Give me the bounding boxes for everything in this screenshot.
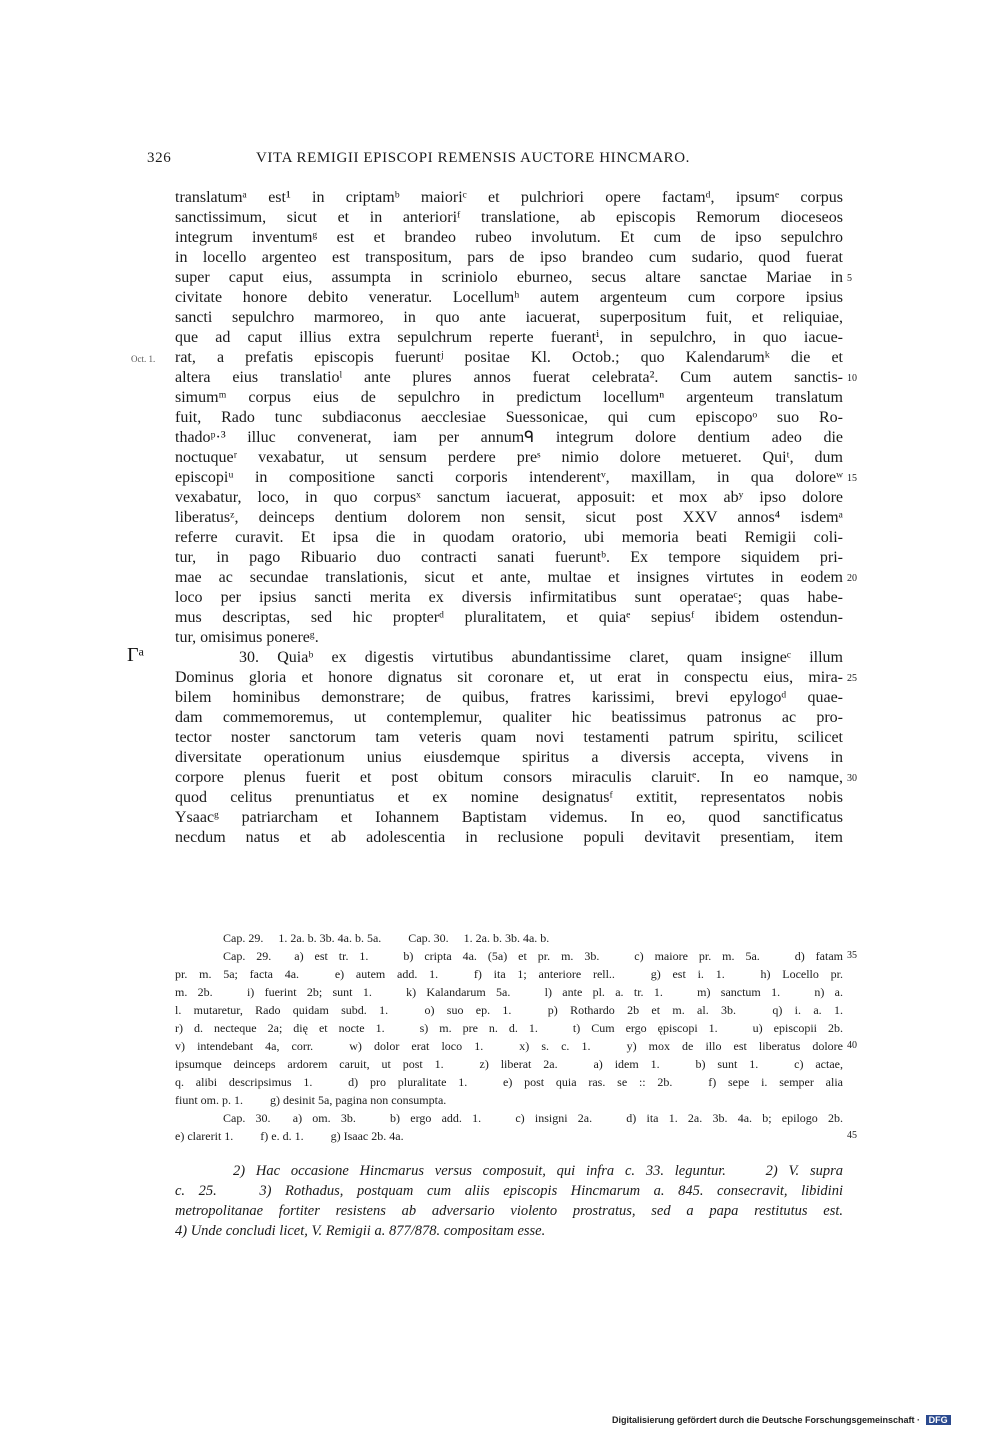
line-text: noctuqueʳ vexabatur, ut sensum perdere preˢ nimio dolore metueret. Quiᵗ, dum xyxy=(175,449,843,466)
footnote-line xyxy=(175,1161,843,1181)
line-text: integrum inventumᵍ est et brandeo rubeo involutum. Et cum de ipso sepulchro xyxy=(175,229,843,246)
line-text: Dominus gloria et honore dignatus sit coronare et, ut erat in conspectu eius, mira- xyxy=(175,669,843,686)
line-text: translatumᵃ est¹ in criptamᵇ maioriᶜ et pulchriori opere factamᵈ, ipsumᵉ corpus xyxy=(175,189,843,206)
text-line xyxy=(175,748,843,768)
text-line xyxy=(175,208,843,228)
apparatus-line xyxy=(175,1019,843,1037)
line-text: sancti sepulchro marmoreo, in quo ante iacuerat, superpositum fuit, et reliquiae, xyxy=(175,309,843,326)
apparatus-line xyxy=(175,929,843,947)
text-line xyxy=(131,348,843,368)
line-text: dam commemoremus, ut contemplemur, qualiter hic beatissimus patronus ac pro- xyxy=(175,709,843,726)
line-text: fiunt om. p. 1. g) desinit 5a, pagina non consumpta. xyxy=(175,1093,447,1107)
text-line xyxy=(175,408,843,428)
line-text: thadoᵖ·³ illuc convenerat, iam per annumᑫ integrum dolore dentium adeo die xyxy=(175,429,843,446)
line-text: metropolitanae fortiter resistens ab adversario violento prostratus, sed a papa restitutus est. xyxy=(175,1203,843,1219)
line-text: necdum natus et ab adolescentia in reclusione populi devitavit presentiam, item xyxy=(175,829,843,846)
text-line xyxy=(175,608,843,628)
text-line xyxy=(175,188,843,208)
critical-apparatus xyxy=(175,929,857,1145)
line-number: 20 xyxy=(847,573,857,584)
text-line xyxy=(175,308,843,328)
apparatus-line xyxy=(175,1091,843,1109)
running-header xyxy=(0,150,1000,174)
line-number: 45 xyxy=(847,1130,857,1141)
text-line xyxy=(175,528,843,548)
line-text: super caput eius, assumpta in scriniolo eburneo, secus altare sanctae Mariae in xyxy=(175,269,843,286)
line-text: mus descriptas, sed hic propterᵈ pluralitatem, et quiaᵉ sepiusᶠ ibidem ostendun- xyxy=(175,609,843,626)
line-number: 30 xyxy=(847,773,857,784)
footnotes xyxy=(175,1161,843,1241)
text-line xyxy=(127,644,843,668)
line-text: loco per ipsius sancti merita ex diversis infirmitatibus sunt operataeᶜ; quas habe- xyxy=(175,589,843,606)
text-line xyxy=(175,548,843,568)
text-line xyxy=(175,768,857,788)
line-text: referre curavit. Et ipsa die in quodam oratorio, ubi memoria beati Remigii coli- xyxy=(175,529,843,546)
line-text: q. alibi descripsimus 1. d) pro pluralitate 1. e) post quia ras. se :: 2b. f) sepe i. semper alia xyxy=(175,1075,843,1089)
line-text: c. 25. 3) Rothadus, postquam cum aliis episcopis Hincmarum a. 845. consecravit, libidini xyxy=(175,1183,843,1199)
line-text: quod celitus prenuntiatus et ex nomine designatusᶠ extitit, representatos nobis xyxy=(175,789,843,806)
line-number: 35 xyxy=(847,950,857,961)
line-text: e) clarerit 1. f) e. d. 1. g) Isaac 2b. 4a. xyxy=(175,1129,404,1143)
apparatus-line xyxy=(175,983,843,1001)
apparatus-line xyxy=(175,1109,843,1127)
text-line xyxy=(175,688,843,708)
footer-text: Digitalisierung gefördert durch die Deutsche Forschungsgemeinschaft · xyxy=(612,1415,921,1425)
line-text: tector noster sanctorum tam veteris quam novi testamenti patrum spiritu, scilicet xyxy=(175,729,843,746)
line-text: 4) Unde concludi licet, V. Remigii a. 877/878. compositam esse. xyxy=(175,1223,546,1239)
apparatus-line xyxy=(175,1127,857,1145)
text-line xyxy=(175,448,843,468)
line-text: vexabatur, loco, in quo corpusˣ sanctum iacuerat, apposuit: et mox abʸ ipso dolore xyxy=(175,489,843,506)
footnote-line xyxy=(175,1201,843,1221)
running-title: VITA REMIGII EPISCOPI REMENSIS AUCTORE HINCMARO. xyxy=(256,150,691,166)
text-line xyxy=(175,728,843,748)
line-text: episcopiᵘ in compositione sancti corporis intenderentᵛ, maxillam, in qua doloreʷ xyxy=(175,469,843,486)
text-line xyxy=(175,488,843,508)
dfg-logo: DFG xyxy=(926,1415,951,1425)
text-line xyxy=(175,428,843,448)
line-text: Ysaacᵍ patriarcham et Iohannem Baptistam videmus. In eo, quod sanctificatus xyxy=(175,809,843,826)
line-text: fuit, Rado tunc subdiaconus aecclesiae Suessonicae, qui cum episcopoᵒ suo Ro- xyxy=(175,409,843,426)
margin-note: Γᵃ xyxy=(127,644,145,666)
margin-note: Oct. 1. xyxy=(131,354,156,364)
text-line xyxy=(175,268,852,288)
line-text: civitate honore debito veneratur. Locellumʰ autem argenteum cum corpore ipsius xyxy=(175,289,843,306)
main-text xyxy=(127,188,857,848)
text-line xyxy=(175,808,843,828)
line-number: 15 xyxy=(847,473,857,484)
line-number: 25 xyxy=(847,673,857,684)
line-text: altera eius translatioˡ ante plures annos fuerat celebrata². Cum autem sanctis- xyxy=(175,369,843,386)
text-line xyxy=(175,468,857,488)
line-text: l. mutaretur, Rado quidam subd. 1. o) suo ep. 1. p) Rothardo 2b et m. al. 3b. q) i. a. 1. xyxy=(175,1003,843,1017)
text-line xyxy=(175,668,857,688)
line-number: 10 xyxy=(847,373,857,384)
line-text: simumᵐ corpus eius de sepulchro in predictum locellumⁿ argenteum translatum xyxy=(175,389,843,406)
line-text: ipsumque deinceps ardorem caruit, ut post 1. z) liberat 2a. a) idem 1. b) sunt 1. c) actae, xyxy=(175,1057,843,1071)
text-line xyxy=(175,828,843,848)
line-text: corpore plenus fuerit et post obitum consors miraculis claruitᵉ. In eo namque, xyxy=(175,769,843,786)
funding-footer xyxy=(612,1415,951,1425)
text-line xyxy=(175,588,843,608)
line-text: 30. Quiaᵇ ex digestis virtutibus abundantissime claret, quam insigneᶜ illum xyxy=(175,649,843,666)
apparatus-line xyxy=(175,1037,857,1055)
text-line xyxy=(175,288,843,308)
line-text: rat, a prefatis episcopis fueruntʲ positae Kl. Octob.; quo Kalendarumᵏ die et xyxy=(175,349,843,366)
line-text: 2) Hac occasione Hincmarus versus composuit, qui infra c. 33. leguntur. 2) V. supra xyxy=(175,1163,843,1179)
line-text: liberatusᶻ, deinceps dentium dolorem non sensit, sicut post XXV annos⁴ isdemᵃ xyxy=(175,509,843,526)
line-text: pr. m. 5a; facta 4a. e) autem add. 1. f) ita 1; anteriore rell.. g) est i. 1. h) Locello pr. xyxy=(175,967,843,981)
line-text: que ad caput illius extra sepulchrum reperte fuerantⁱ, in sepulchro, in quo iacue- xyxy=(175,329,843,346)
text-line xyxy=(175,248,843,268)
line-text: bilem hominibus demonstrare; de quibus, fratres karissimi, brevi epylogoᵈ quae- xyxy=(175,689,843,706)
line-text: Cap. 29. a) est tr. 1. b) cripta 4a. (5a) et pr. m. 3b. c) maiore pr. m. 5a. d) fatam xyxy=(175,949,843,963)
apparatus-line xyxy=(175,1001,843,1019)
apparatus-line xyxy=(175,1073,843,1091)
line-text: Cap. 30. a) om. 3b. b) ergo add. 1. c) insigni 2a. d) ita 1. 2a. 3b. 4a. b; epilogo 2b. xyxy=(175,1111,843,1125)
apparatus-line xyxy=(175,965,843,983)
text-line xyxy=(175,788,843,808)
line-text: tur, in pago Ribuario duo contracti sanati fueruntᵇ. Ex tempore siquidem pri- xyxy=(175,549,843,566)
text-line xyxy=(175,508,843,528)
line-text: v) intendebant 4a, corr. w) dolor erat loco 1. x) s. c. 1. y) mox de illo est liberatus dolore xyxy=(175,1039,843,1053)
apparatus-line xyxy=(175,947,857,965)
text-line xyxy=(175,568,857,588)
line-text: sanctissimum, sicut et in anterioriᶠ translatione, ab episcopis Remorum dioceseos xyxy=(175,209,843,226)
footnote-line xyxy=(175,1221,843,1241)
footnote-line xyxy=(175,1181,843,1201)
text-line xyxy=(175,228,843,248)
text-line xyxy=(175,388,843,408)
line-text: Cap. 29. 1. 2a. b. 3b. 4a. b. 5a. Cap. 30. 1. 2a. b. 3b. 4a. b. xyxy=(175,931,550,945)
line-number: 40 xyxy=(847,1040,857,1051)
line-text: r) d. necteque 2a; dię et nocte 1. s) m. pre n. d. 1. t) Cum ergo ępiscopi 1. u) episcopii 2b. xyxy=(175,1021,843,1035)
text-line xyxy=(175,328,843,348)
line-text: m. 2b. i) fuerint 2b; sunt 1. k) Kalandarum 5a. l) ante pl. a. tr. 1. m) sanctum 1. n) a. xyxy=(175,985,843,999)
line-number: 5 xyxy=(847,273,852,284)
line-text: diversitate operationum unius eiusdemque spiritus a diversis accepta, vivens in xyxy=(175,749,843,766)
line-text: mae ac secundae translationis, sicut et ante, multae et insignes virtutes in eodem xyxy=(175,569,843,586)
line-text: in locello argenteo est transpositum, pars de ipso brandeo cum sudario, quod fuerat xyxy=(175,249,843,266)
page-number: 326 xyxy=(147,150,172,166)
apparatus-line xyxy=(175,1055,843,1073)
text-line xyxy=(175,368,857,388)
text-line xyxy=(175,628,843,648)
text-line xyxy=(175,708,843,728)
line-text: tur, omisimus ponereᵍ. xyxy=(175,629,319,646)
